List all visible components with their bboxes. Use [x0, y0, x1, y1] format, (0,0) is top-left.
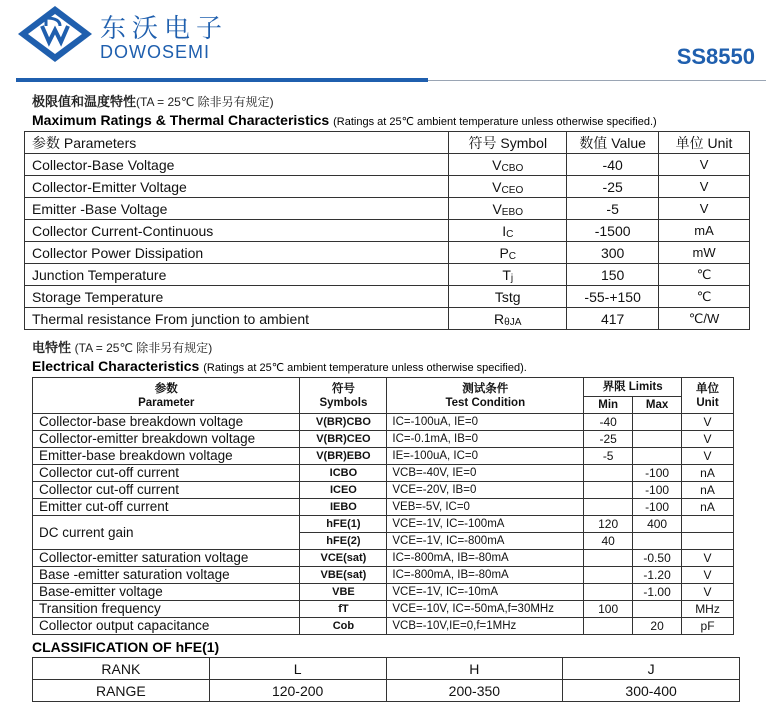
max-cell: -0.50: [633, 550, 682, 567]
value-cell: 150: [567, 264, 659, 286]
column-header: 参数 Parameters: [25, 132, 449, 154]
range-value-cell: 200-350: [386, 680, 563, 702]
symbol-cell: $V_{EBO}$: [449, 198, 567, 220]
parameter-cell: Thermal resistance From junction to ambient: [25, 308, 449, 330]
column-header: 数值 Value: [567, 132, 659, 154]
table-row: [33, 482, 734, 499]
value-cell: -5: [567, 198, 659, 220]
min-cell: -5: [584, 448, 633, 465]
value-cell: -55-+150: [567, 286, 659, 308]
value-cell: 300: [567, 242, 659, 264]
max-ratings-title: Maximum Ratings & Thermal Characteristics (Ratings at 25℃ ambient temperature unless otherwise specified.): [32, 112, 657, 128]
column-header: 单位 Unit: [659, 132, 750, 154]
table-row: [25, 308, 750, 330]
brand-name-cn: 东沃电子: [100, 14, 229, 44]
electrical-title: Electrical Characteristics (Ratings at 25℃ ambient temperature unless otherwise specified).: [32, 358, 527, 374]
test-condition-cell: IC=-800mA, IB=-80mA: [387, 567, 584, 584]
parameter-cell: Collector-emitter saturation voltage: [33, 550, 300, 567]
parameter-cell: Storage Temperature: [25, 286, 449, 308]
test-condition-cell: IC=-800mA, IB=-80mA: [387, 550, 584, 567]
parameter-cell: Collector cut-off current: [33, 465, 300, 482]
min-cell: [584, 482, 633, 499]
table-row: [33, 601, 734, 618]
symbol-cell: $P_C$: [449, 242, 567, 264]
symbol-cell: V(BR)CEO: [300, 431, 387, 448]
max-cell: [633, 414, 682, 431]
parameter-cell: Base-emitter voltage: [33, 584, 300, 601]
min-cell: [584, 567, 633, 584]
parameter-cell: Collector-Emitter Voltage: [25, 176, 449, 198]
part-number: SS8550: [676, 44, 755, 69]
parameter-cell: Transition frequency: [33, 601, 300, 618]
table-header-row: [25, 132, 750, 154]
header-test-condition: 测试条件 Test Condition: [387, 378, 584, 414]
max-cell: -1.20: [633, 567, 682, 584]
unit-cell: MHz: [682, 601, 734, 618]
symbol-cell: Tstg: [449, 286, 567, 308]
max-cell: 20: [633, 618, 682, 635]
unit-cell: nA: [682, 499, 734, 516]
electrical-cn-title: 电特性 (TA = 25℃ 除非另有规定): [32, 340, 213, 355]
unit-cell: [682, 516, 734, 533]
range-value-cell: 300-400: [563, 680, 740, 702]
parameter-cell: Base -emitter saturation voltage: [33, 567, 300, 584]
value-cell: 417: [567, 308, 659, 330]
parameter-cell: Emitter -Base Voltage: [25, 198, 449, 220]
unit-cell: ℃: [659, 264, 750, 286]
unit-cell: V: [682, 567, 734, 584]
symbol-cell: VCE(sat): [300, 550, 387, 567]
min-cell: [584, 618, 633, 635]
table-row: [33, 431, 734, 448]
min-cell: -25: [584, 431, 633, 448]
symbol-cell: Cob: [300, 618, 387, 635]
rank-label-cell: RANK: [33, 658, 210, 680]
max-cell: [633, 431, 682, 448]
parameter-cell: Emitter-base breakdown voltage: [33, 448, 300, 465]
classification-table: [32, 657, 740, 702]
table-row: [33, 414, 734, 431]
unit-cell: nA: [682, 465, 734, 482]
unit-cell: V: [682, 448, 734, 465]
table-row: [33, 550, 734, 567]
symbol-cell: hFE(2): [300, 533, 387, 550]
table-row: [33, 567, 734, 584]
min-cell: [584, 584, 633, 601]
rank-value-cell: J: [563, 658, 740, 680]
range-label-cell: RANGE: [33, 680, 210, 702]
dowosemi-logo: [16, 4, 94, 64]
test-condition-cell: IC=-100uA, IE=0: [387, 414, 584, 431]
header-rule-blue: [16, 78, 428, 82]
max-cell: [633, 601, 682, 618]
table-row: [25, 154, 750, 176]
unit-cell: V: [682, 584, 734, 601]
parameter-cell: Collector-emitter breakdown voltage: [33, 431, 300, 448]
test-condition-cell: VCB=-40V, IE=0: [387, 465, 584, 482]
min-cell: 40: [584, 533, 633, 550]
symbol-cell: fT: [300, 601, 387, 618]
table-row: [25, 242, 750, 264]
value-cell: -1500: [567, 220, 659, 242]
rank-row: [33, 658, 740, 680]
parameter-cell: Collector-base breakdown voltage: [33, 414, 300, 431]
parameter-cell: Collector-Base Voltage: [25, 154, 449, 176]
test-condition-cell: VEB=-5V, IC=0: [387, 499, 584, 516]
min-cell: -40: [584, 414, 633, 431]
test-condition-cell: VCE=-1V, IC=-800mA: [387, 533, 584, 550]
unit-cell: V: [682, 414, 734, 431]
header-max: Max: [633, 397, 682, 414]
test-condition-cell: VCB=-10V,IE=0,f=1MHz: [387, 618, 584, 635]
max-cell: 400: [633, 516, 682, 533]
test-condition-cell: VCE=-1V, IC=-10mA: [387, 584, 584, 601]
table-row: [33, 448, 734, 465]
table-row: [33, 584, 734, 601]
unit-cell: V: [659, 198, 750, 220]
test-condition-cell: IC=-0.1mA, IB=0: [387, 431, 584, 448]
symbol-cell: ICBO: [300, 465, 387, 482]
test-condition-cell: IE=-100uA, IC=0: [387, 448, 584, 465]
parameter-cell: Collector Power Dissipation: [25, 242, 449, 264]
unit-cell: mW: [659, 242, 750, 264]
classification-title: CLASSIFICATION OF hFE(1): [32, 639, 220, 655]
unit-cell: nA: [682, 482, 734, 499]
symbol-cell: $V_{CEO}$: [449, 176, 567, 198]
table-row: [25, 264, 750, 286]
value-cell: -25: [567, 176, 659, 198]
symbol-cell: V(BR)CBO: [300, 414, 387, 431]
max-cell: -1.00: [633, 584, 682, 601]
symbol-cell: hFE(1): [300, 516, 387, 533]
max-cell: -100: [633, 482, 682, 499]
symbol-cell: ICEO: [300, 482, 387, 499]
header-unit: 单位 Unit: [682, 378, 734, 414]
min-cell: 120: [584, 516, 633, 533]
parameter-cell: Junction Temperature: [25, 264, 449, 286]
parameter-cell: DC current gain: [33, 516, 300, 550]
symbol-cell: VBE: [300, 584, 387, 601]
symbol-cell: $T_j$: [449, 264, 567, 286]
table-row: [25, 198, 750, 220]
max-cell: [633, 448, 682, 465]
range-row: [33, 680, 740, 702]
range-value-cell: 120-200: [209, 680, 386, 702]
header-symbols: 符号 Symbols: [300, 378, 387, 414]
brand-name-en: DOWOSEMI: [100, 42, 210, 62]
test-condition-cell: VCE=-1V, IC=-100mA: [387, 516, 584, 533]
header-parameter: 参数 Parameter: [33, 378, 300, 414]
table-row: [33, 618, 734, 635]
parameter-cell: Collector output capacitance: [33, 618, 300, 635]
test-condition-cell: VCE=-10V, IC=-50mA,f=30MHz: [387, 601, 584, 618]
symbol-cell: $V_{CBO}$: [449, 154, 567, 176]
unit-cell: [682, 533, 734, 550]
table-row: [33, 499, 734, 516]
symbol-cell: $R_{\theta JA}$: [449, 308, 567, 330]
table-row: [25, 286, 750, 308]
max-cell: -100: [633, 465, 682, 482]
table-row: [25, 220, 750, 242]
unit-cell: V: [682, 431, 734, 448]
rank-value-cell: L: [209, 658, 386, 680]
min-cell: 100: [584, 601, 633, 618]
max-ratings-cn-title: 极限值和温度特性(TA = 25℃ 除非另有规定): [32, 94, 274, 109]
unit-cell: ℃/W: [659, 308, 750, 330]
test-condition-cell: VCE=-20V, IB=0: [387, 482, 584, 499]
min-cell: [584, 499, 633, 516]
header-rule-gray: [428, 80, 766, 81]
min-cell: [584, 550, 633, 567]
table-row: [25, 176, 750, 198]
parameter-cell: Collector cut-off current: [33, 482, 300, 499]
electrical-table: [32, 377, 734, 635]
symbol-cell: $I_C$: [449, 220, 567, 242]
max-ratings-table: [24, 131, 750, 330]
header-min: Min: [584, 397, 633, 414]
parameter-cell: Emitter cut-off current: [33, 499, 300, 516]
table-row: [33, 516, 734, 533]
unit-cell: mA: [659, 220, 750, 242]
max-cell: -100: [633, 499, 682, 516]
symbol-cell: VBE(sat): [300, 567, 387, 584]
unit-cell: V: [682, 550, 734, 567]
rank-value-cell: H: [386, 658, 563, 680]
symbol-cell: V(BR)EBO: [300, 448, 387, 465]
unit-cell: V: [659, 176, 750, 198]
header-limits: 界限 Limits: [584, 378, 682, 397]
column-header: 符号 Symbol: [449, 132, 567, 154]
table-row: [33, 465, 734, 482]
parameter-cell: Collector Current-Continuous: [25, 220, 449, 242]
unit-cell: ℃: [659, 286, 750, 308]
min-cell: [584, 465, 633, 482]
max-cell: [633, 533, 682, 550]
symbol-cell: IEBO: [300, 499, 387, 516]
unit-cell: V: [659, 154, 750, 176]
value-cell: -40: [567, 154, 659, 176]
unit-cell: pF: [682, 618, 734, 635]
